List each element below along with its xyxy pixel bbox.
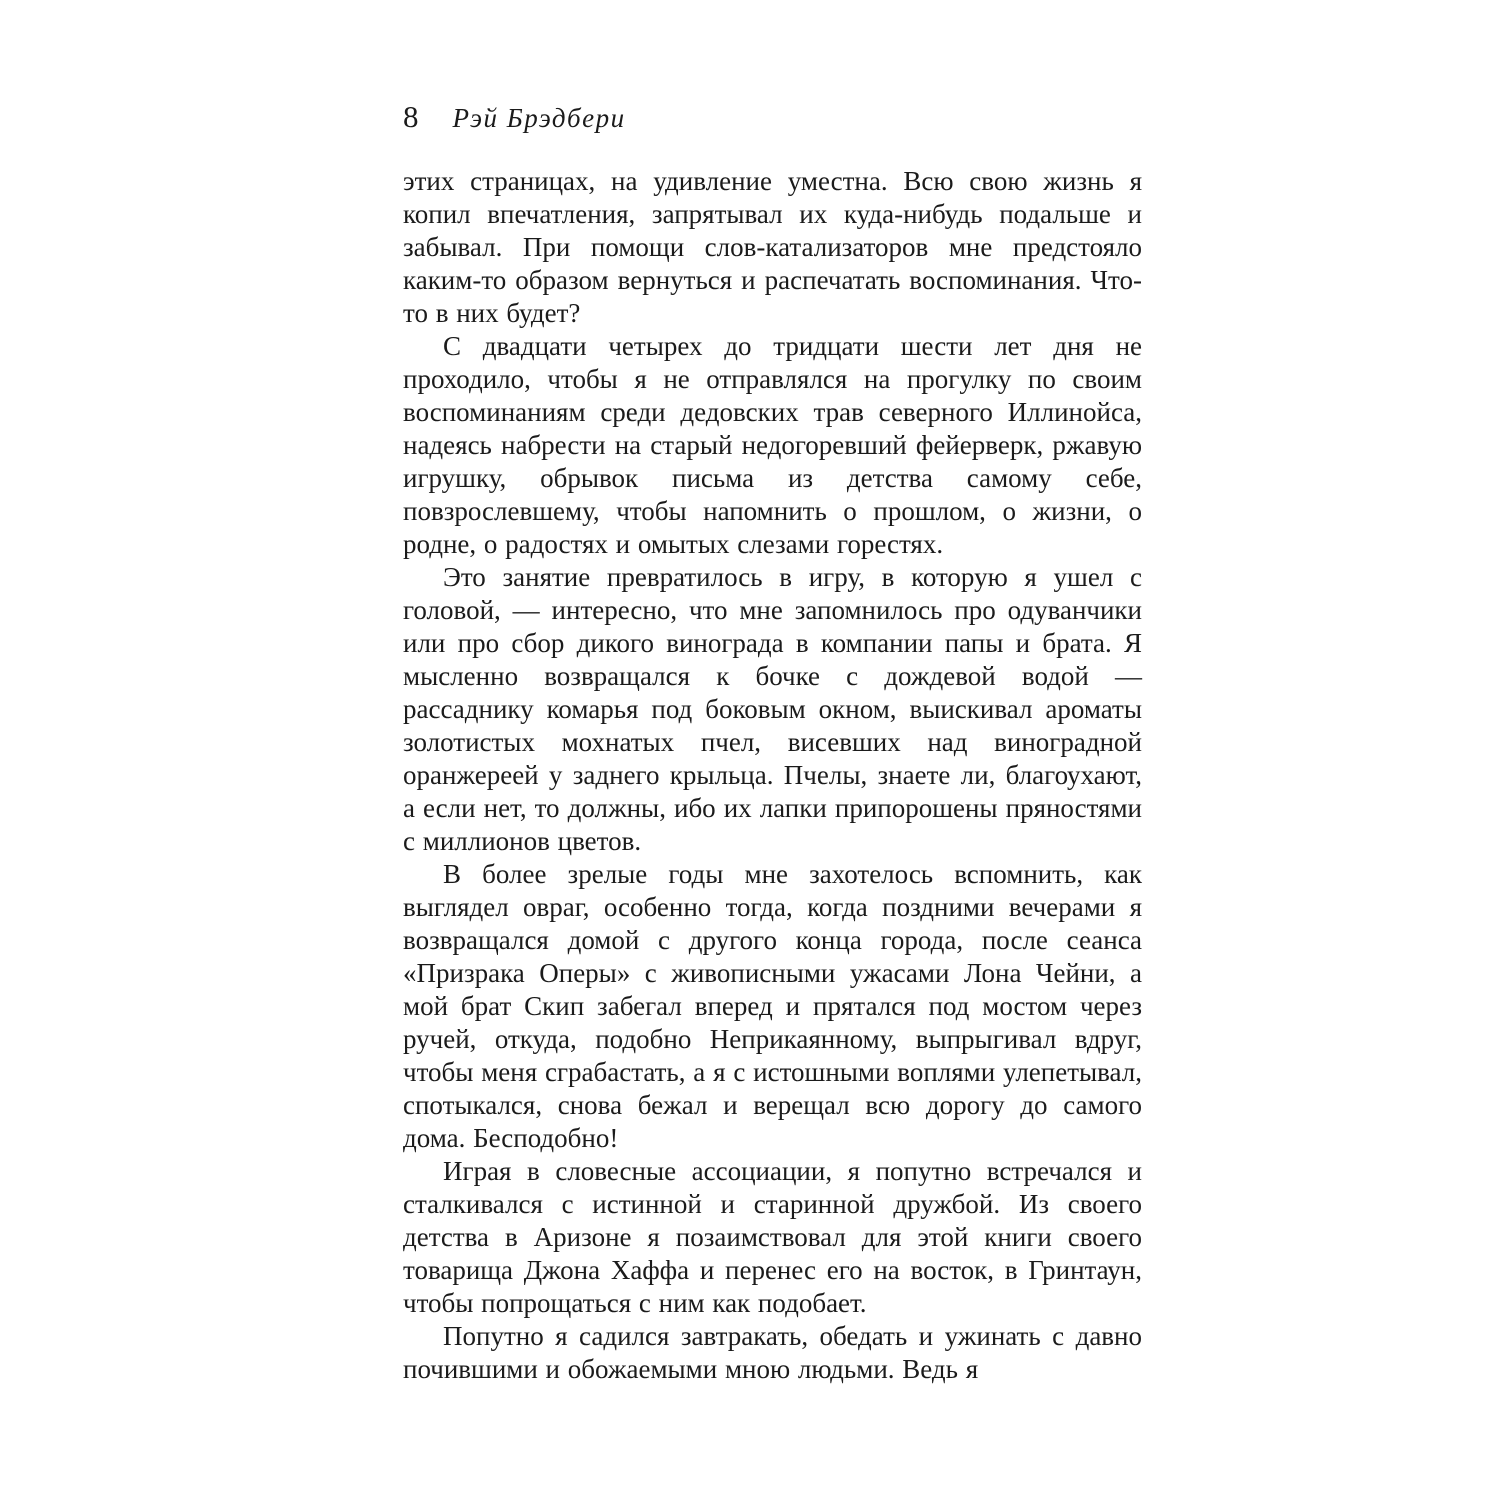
paragraph: В более зрелые годы мне захотелось вспомнить, как выглядел овраг, особенно тогда, когда поздними вечерами я возвращался домой с другого конца города, после сеанса «Призрака Оперы» с живописными ужасами Лона Чейни, а мой брат Скип забегал вперед и прятался под мостом через ручей, откуда, подобно Неприкаянному, выпрыгивал вдруг, чтобы меня сграбастать, а я с истошными воплями улепетывал, спотыкался, снова бежал и верещал всю дорогу до самого дома. Бесподобно!: [403, 859, 1142, 1153]
paragraph: Это занятие превратилось в игру, в которую я ушел с головой, — интересно, что мне запомнилось про одуванчики или про сбор дикого винограда в компании папы и брата. Я мысленно возвращался к бочке с дождевой водой — рассаднику комарья под боковым окном, выискивал ароматы золотистых мохнатых пчел, висевших над виноградной оранжереей у заднего крыльца. Пчелы, знаете ли, благоухают, а если нет, то должны, ибо их лапки припорошены пряностями с миллионов цветов.: [403, 562, 1142, 856]
paragraph: Играя в словесные ассоциации, я попутно встречался и сталкивался с истинной и старинной дружбой. Из своего детства в Аризоне я позаимствовал для этой книги своего товарища Джона Хаффа и перенес его на восток, в Гринтаун, чтобы попрощаться с ним как подобает.: [403, 1156, 1142, 1318]
running-header-title: Рэй Брэдбери: [452, 103, 626, 133]
running-header: [403, 100, 1142, 135]
paragraph: С двадцати четырех до тридцати шести лет дня не проходило, чтобы я не отправлялся на прогулку по своим воспоминаниям среди дедовских трав северного Иллинойса, надеясь набрести на старый недогоревший фейерверк, ржавую игрушку, обрывок письма из детства самому себе, повзрослевшему, чтобы напомнить о прошлом, о жизни, о родне, о радостях и омытых слезами горестях.: [403, 331, 1142, 559]
paragraph: этих страницах, на удивление уместна. Всю свою жизнь я копил впечатления, запрятывал их куда-нибудь подальше и забывал. При помощи слов-катализаторов мне предстояло каким-то образом вернуться и распечатать воспоминания. Что-то в них будет?: [403, 166, 1142, 328]
page-text: [403, 165, 1142, 1386]
paragraph: Попутно я садился завтракать, обедать и ужинать с давно почившими и обожаемыми мною людьми. Ведь я: [403, 1321, 1142, 1384]
page-number: 8: [403, 99, 419, 134]
